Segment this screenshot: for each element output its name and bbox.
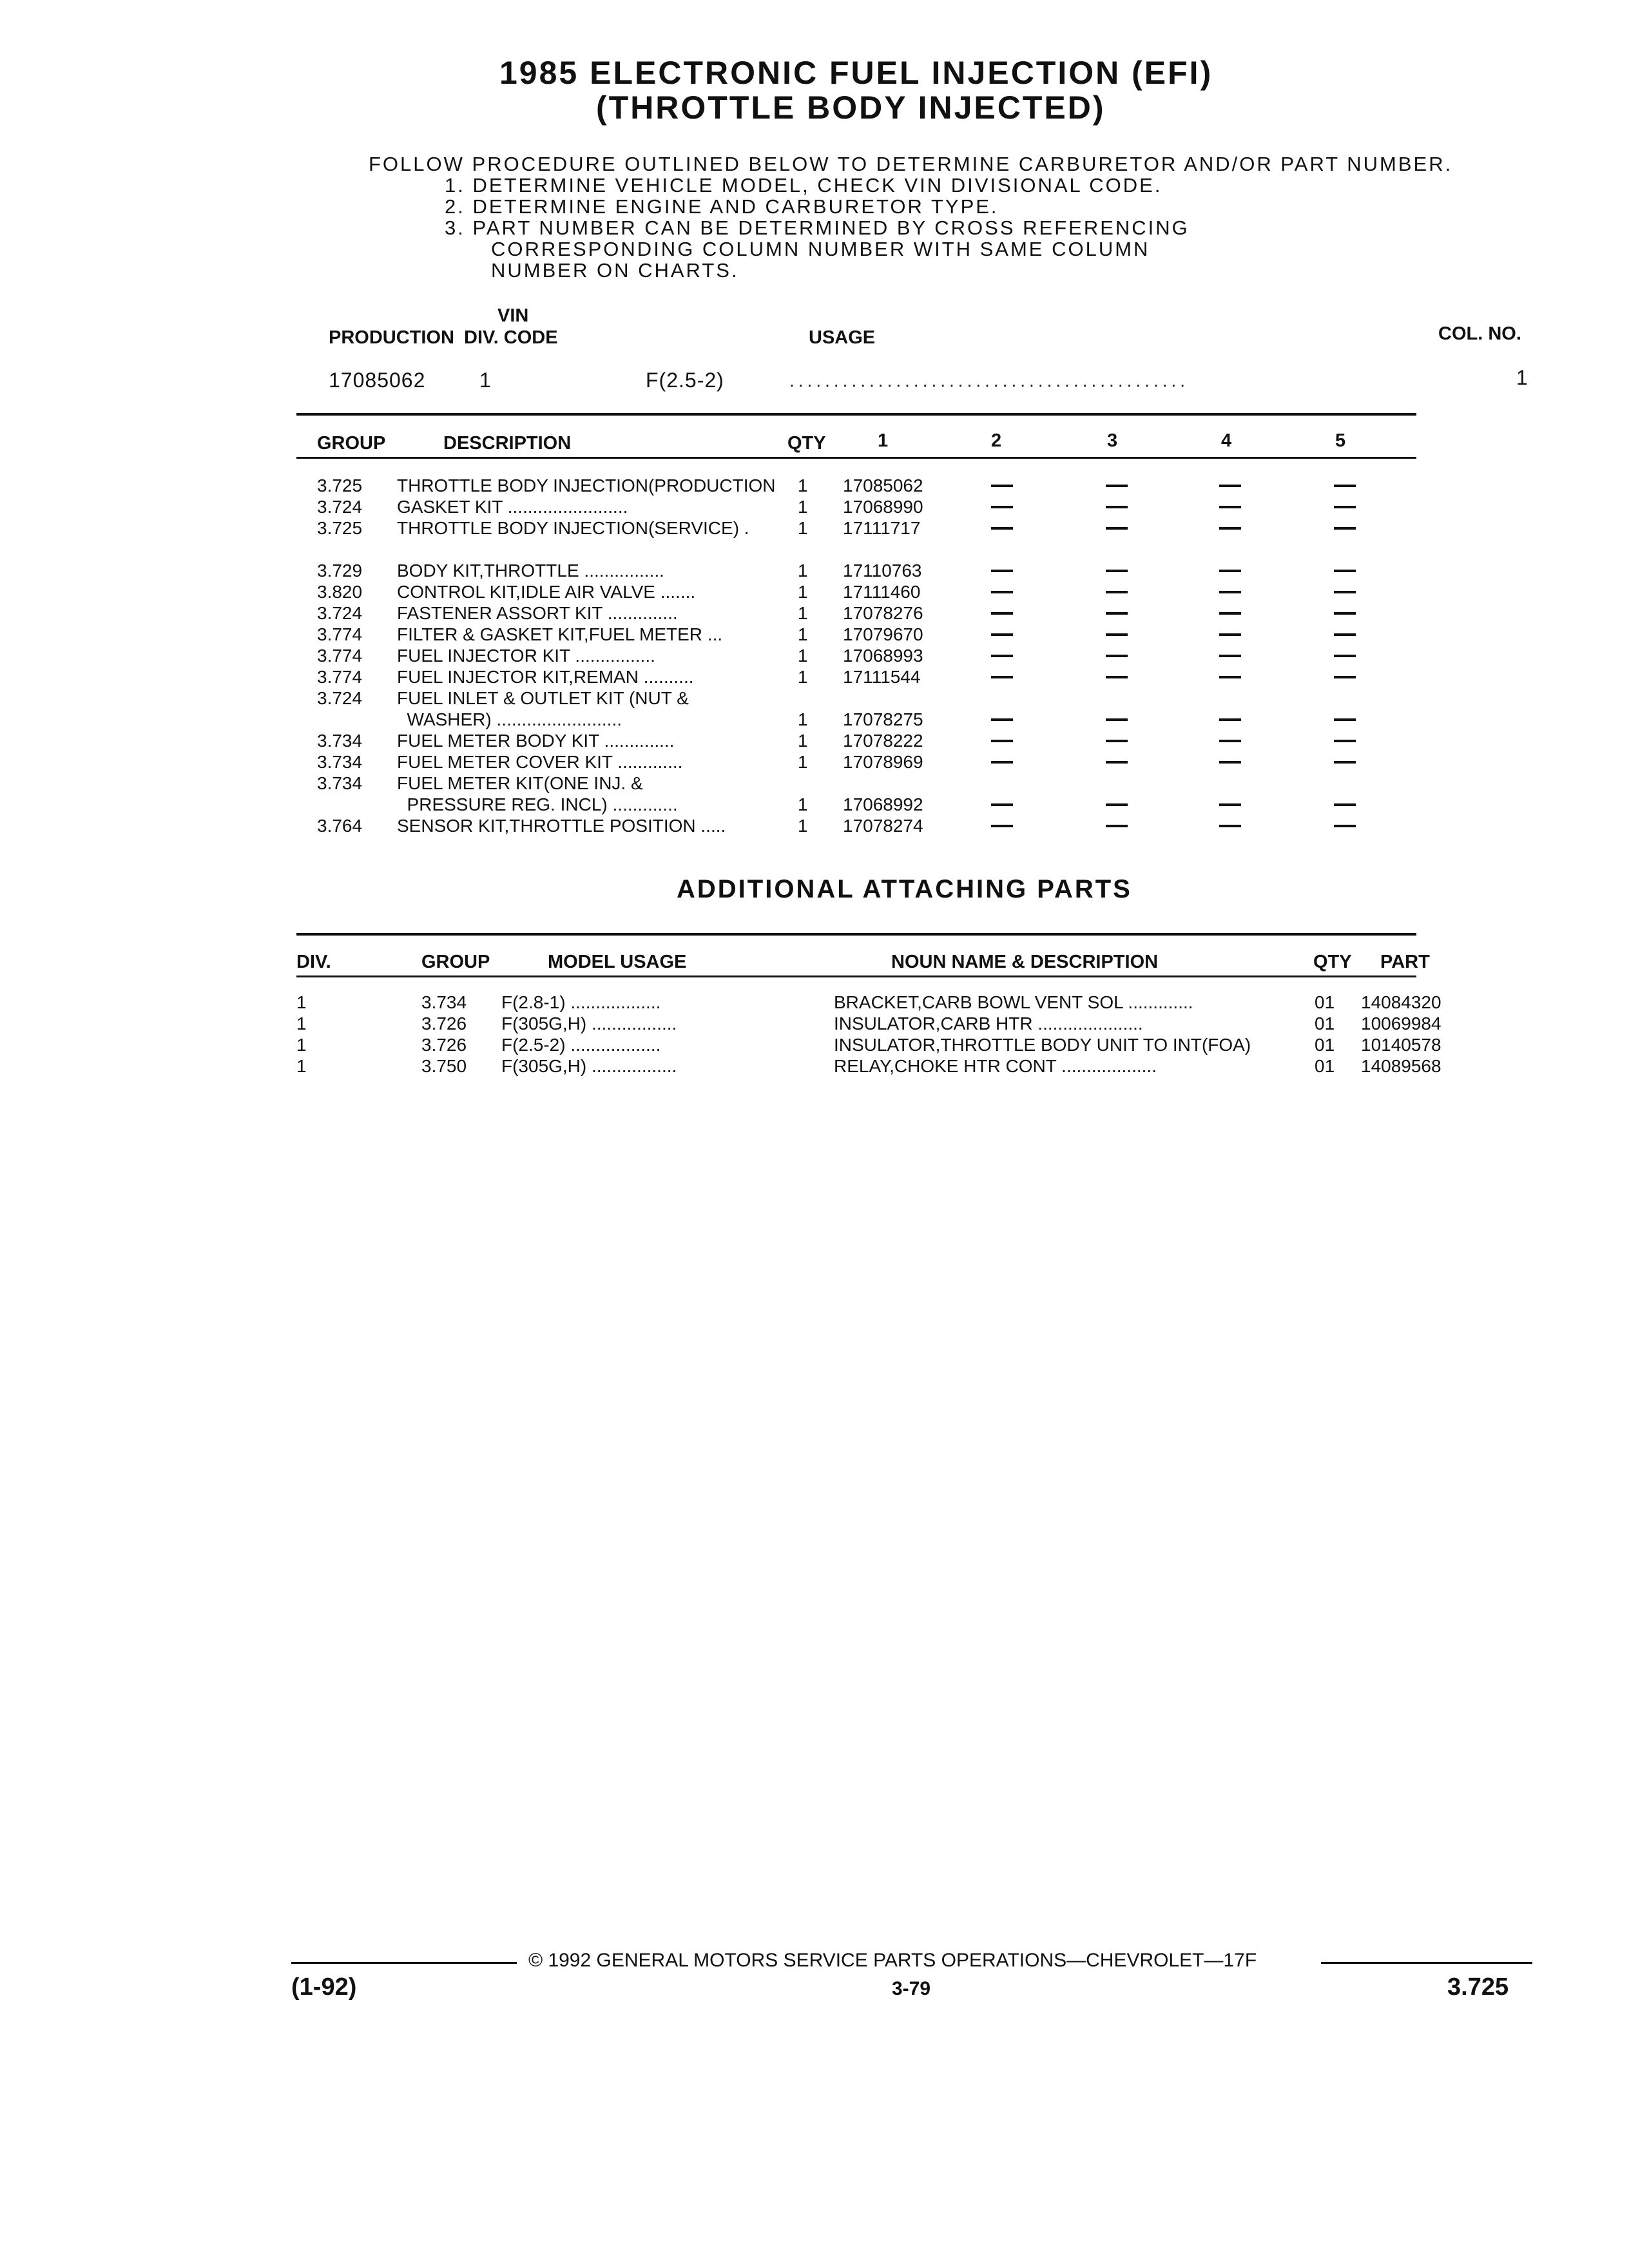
table-row — [0, 794, 1629, 815]
parts-description-cell: FUEL INJECTOR KIT ................ — [397, 646, 655, 666]
parts-group-cell: 3.734 — [317, 752, 363, 772]
not-applicable-dash — [1219, 825, 1241, 827]
not-applicable-dash — [991, 676, 1013, 678]
additional-noun-cell: RELAY,CHOKE HTR CONT ................... — [834, 1056, 1157, 1076]
parts-group-cell: 3.724 — [317, 497, 363, 517]
additional-div-header: DIV. — [296, 952, 331, 972]
parts-description-cell: THROTTLE BODY INJECTION(PRODUCTION — [397, 476, 776, 495]
not-applicable-dash — [1106, 740, 1128, 742]
parts-description-cell: FUEL INLET & OUTLET KIT (NUT & — [397, 688, 689, 708]
parts-qty-cell: 1 — [798, 646, 808, 666]
not-applicable-dash — [1219, 527, 1241, 530]
not-applicable-dash — [1106, 612, 1128, 615]
footer-rule-left — [291, 1962, 517, 1964]
parts-qty-cell: 1 — [798, 709, 808, 729]
column-3-header: 3 — [1107, 430, 1118, 451]
parts-group-cell: 3.820 — [317, 582, 363, 602]
div-code-header: DIV. CODE — [464, 327, 558, 348]
column-5-header: 5 — [1335, 430, 1346, 451]
additional-table-top-rule — [296, 933, 1416, 936]
not-applicable-dash — [1106, 591, 1128, 593]
parts-number-cell: 17068993 — [843, 646, 923, 666]
parts-qty-cell: 1 — [798, 816, 808, 836]
not-applicable-dash — [1219, 740, 1241, 742]
parts-description-cell: FUEL INJECTOR KIT,REMAN .......... — [397, 667, 694, 687]
table-row — [0, 561, 1629, 581]
not-applicable-dash — [991, 612, 1013, 615]
parts-number-cell: 17078275 — [843, 709, 923, 729]
table-row — [0, 476, 1629, 496]
additional-part-cell: 14089568 — [1361, 1056, 1441, 1076]
additional-table-header-rule — [296, 975, 1416, 977]
parts-group-cell: 3.774 — [317, 624, 363, 644]
table-row — [0, 752, 1629, 773]
not-applicable-dash — [991, 570, 1013, 572]
parts-description-cell: BODY KIT,THROTTLE ................ — [397, 561, 664, 581]
parts-number-cell: 17079670 — [843, 624, 923, 644]
table-row — [0, 667, 1629, 687]
not-applicable-dash — [1334, 655, 1356, 657]
additional-div-cell: 1 — [296, 1056, 307, 1076]
col-no-header: COL. NO. — [1438, 323, 1521, 344]
not-applicable-dash — [1106, 803, 1128, 806]
parts-group-cell: 3.724 — [317, 688, 363, 708]
additional-group-cell: 3.726 — [421, 1035, 467, 1055]
procedure-step: CORRESPONDING COLUMN NUMBER WITH SAME COLUMN — [491, 238, 1150, 260]
procedure-step: 2. DETERMINE ENGINE AND CARBURETOR TYPE. — [445, 195, 999, 218]
parts-qty-cell: 1 — [798, 582, 808, 602]
table-row — [0, 773, 1629, 794]
parts-number-cell: 17078222 — [843, 731, 923, 751]
not-applicable-dash — [1219, 803, 1241, 806]
not-applicable-dash — [1106, 761, 1128, 764]
parts-number-cell: 17068990 — [843, 497, 923, 517]
parts-table-top-rule — [296, 413, 1416, 416]
parts-qty-cell: 1 — [798, 752, 808, 772]
not-applicable-dash — [1334, 740, 1356, 742]
table-row — [0, 497, 1629, 517]
additional-group-cell: 3.750 — [421, 1056, 467, 1076]
production-div: 1 — [479, 369, 492, 392]
parts-number-cell: 17110763 — [843, 561, 922, 581]
parts-group-cell: 3.729 — [317, 561, 363, 581]
not-applicable-dash — [991, 718, 1013, 721]
additional-part-cell: 10069984 — [1361, 1014, 1441, 1033]
parts-description-cell: SENSOR KIT,THROTTLE POSITION ..... — [397, 816, 726, 836]
parts-group-cell: 3.774 — [317, 646, 363, 666]
footer-copyright: © 1992 GENERAL MOTORS SERVICE PARTS OPERATIONS—CHEVROLET—17F — [528, 1950, 1257, 1971]
parts-number-cell: 17078276 — [843, 603, 923, 623]
additional-qty-header: QTY — [1313, 952, 1352, 972]
table-row — [0, 518, 1629, 539]
additional-noun-cell: INSULATOR,CARB HTR ..................... — [834, 1014, 1143, 1033]
not-applicable-dash — [1106, 527, 1128, 530]
not-applicable-dash — [991, 506, 1013, 508]
table-row — [0, 992, 1629, 1013]
parts-number-cell: 17111460 — [843, 582, 921, 602]
additional-model-usage-cell: F(305G,H) ................. — [501, 1056, 677, 1076]
procedure-step: 3. PART NUMBER CAN BE DETERMINED BY CROSS REFERENCING — [445, 216, 1190, 239]
parts-description-cell: WASHER) ......................... — [397, 709, 622, 729]
not-applicable-dash — [1334, 485, 1356, 487]
parts-number-cell: 17068992 — [843, 794, 923, 814]
parts-description-cell: FUEL METER COVER KIT ............. — [397, 752, 683, 772]
parts-group-cell: 3.734 — [317, 773, 363, 793]
not-applicable-dash — [1334, 718, 1356, 721]
not-applicable-dash — [1106, 570, 1128, 572]
additional-part-cell: 10140578 — [1361, 1035, 1441, 1055]
parts-description-cell: PRESSURE REG. INCL) ............. — [397, 794, 678, 814]
parts-description-header: DESCRIPTION — [443, 433, 572, 454]
additional-noun-header: NOUN NAME & DESCRIPTION — [891, 952, 1159, 972]
usage-header: USAGE — [809, 327, 876, 348]
not-applicable-dash — [1219, 761, 1241, 764]
footer-section-number: 3.725 — [1447, 1974, 1509, 2001]
parts-qty-cell: 1 — [798, 561, 808, 581]
additional-model-usage-cell: F(2.8-1) .................. — [501, 992, 661, 1012]
additional-qty-cell: 01 — [1315, 1056, 1335, 1076]
production-usage: F(2.5-2) — [646, 369, 724, 392]
procedure-intro: FOLLOW PROCEDURE OUTLINED BELOW TO DETERMINE CARBURETOR AND/OR PART NUMBER. — [369, 153, 1453, 175]
additional-part-cell: 14084320 — [1361, 992, 1441, 1012]
parts-qty-cell: 1 — [798, 497, 808, 517]
additional-group-cell: 3.734 — [421, 992, 467, 1012]
not-applicable-dash — [991, 485, 1013, 487]
not-applicable-dash — [1219, 591, 1241, 593]
not-applicable-dash — [1334, 506, 1356, 508]
table-row — [0, 709, 1629, 730]
not-applicable-dash — [1219, 570, 1241, 572]
parts-qty-cell: 1 — [798, 731, 808, 751]
parts-group-cell: 3.725 — [317, 476, 363, 495]
parts-number-cell: 17078969 — [843, 752, 923, 772]
parts-qty-cell: 1 — [798, 476, 808, 495]
table-row — [0, 1035, 1629, 1055]
parts-qty-cell: 1 — [798, 667, 808, 687]
not-applicable-dash — [1106, 655, 1128, 657]
additional-group-header: GROUP — [421, 952, 490, 972]
additional-model-usage-header: MODEL USAGE — [548, 952, 687, 972]
procedure-step: NUMBER ON CHARTS. — [491, 259, 739, 282]
not-applicable-dash — [1106, 718, 1128, 721]
not-applicable-dash — [1219, 485, 1241, 487]
table-row — [0, 603, 1629, 624]
not-applicable-dash — [1334, 633, 1356, 636]
parts-group-header: GROUP — [317, 433, 386, 454]
not-applicable-dash — [1334, 761, 1356, 764]
additional-part-header: PART — [1380, 952, 1430, 972]
column-2-header: 2 — [991, 430, 1002, 451]
procedure-step: 1. DETERMINE VEHICLE MODEL, CHECK VIN DIVISIONAL CODE. — [445, 174, 1162, 197]
page-title-line-2: (THROTTLE BODY INJECTED) — [596, 90, 1106, 126]
parts-number-cell: 17111544 — [843, 667, 921, 687]
not-applicable-dash — [991, 825, 1013, 827]
not-applicable-dash — [1334, 612, 1356, 615]
table-row — [0, 816, 1629, 836]
table-row — [0, 1056, 1629, 1077]
not-applicable-dash — [1219, 506, 1241, 508]
parts-description-cell: THROTTLE BODY INJECTION(SERVICE) . — [397, 518, 749, 538]
parts-number-cell: 17085062 — [843, 476, 923, 495]
not-applicable-dash — [1334, 570, 1356, 572]
table-row — [0, 731, 1629, 751]
additional-group-cell: 3.726 — [421, 1014, 467, 1033]
not-applicable-dash — [1219, 633, 1241, 636]
not-applicable-dash — [1334, 527, 1356, 530]
not-applicable-dash — [991, 803, 1013, 806]
not-applicable-dash — [1219, 676, 1241, 678]
parts-group-cell: 3.725 — [317, 518, 363, 538]
page-title-line-1: 1985 ELECTRONIC FUEL INJECTION (EFI) — [499, 55, 1213, 91]
footer-rule-right — [1321, 1962, 1532, 1964]
parts-description-cell: FUEL METER BODY KIT .............. — [397, 731, 675, 751]
parts-qty-header: QTY — [787, 433, 826, 454]
table-row — [0, 1014, 1629, 1034]
not-applicable-dash — [1106, 485, 1128, 487]
parts-qty-cell: 1 — [798, 794, 808, 814]
vin-header: VIN — [497, 305, 529, 326]
parts-description-cell: GASKET KIT ........................ — [397, 497, 628, 517]
not-applicable-dash — [1334, 803, 1356, 806]
parts-description-cell: FASTENER ASSORT KIT .............. — [397, 603, 678, 623]
additional-qty-cell: 01 — [1315, 992, 1335, 1012]
not-applicable-dash — [1106, 633, 1128, 636]
footer-page-number: 3-79 — [892, 1978, 931, 1999]
not-applicable-dash — [991, 527, 1013, 530]
not-applicable-dash — [1219, 655, 1241, 657]
parts-group-cell: 3.774 — [317, 667, 363, 687]
not-applicable-dash — [1106, 825, 1128, 827]
not-applicable-dash — [1106, 506, 1128, 508]
footer-revision-date: (1-92) — [291, 1974, 357, 2001]
parts-description-cell: FILTER & GASKET KIT,FUEL METER ... — [397, 624, 723, 644]
additional-parts-heading: ADDITIONAL ATTACHING PARTS — [677, 875, 1132, 903]
parts-group-cell: 3.734 — [317, 731, 363, 751]
additional-model-usage-cell: F(305G,H) ................. — [501, 1014, 677, 1033]
additional-noun-cell: BRACKET,CARB BOWL VENT SOL ............. — [834, 992, 1193, 1012]
column-1-header: 1 — [878, 430, 889, 451]
parts-description-cell: FUEL METER KIT(ONE INJ. & — [397, 773, 643, 793]
not-applicable-dash — [1334, 825, 1356, 827]
additional-div-cell: 1 — [296, 992, 307, 1012]
not-applicable-dash — [1106, 676, 1128, 678]
parts-number-cell: 17111717 — [843, 518, 921, 538]
table-row — [0, 582, 1629, 602]
parts-group-cell: 3.724 — [317, 603, 363, 623]
parts-qty-cell: 1 — [798, 624, 808, 644]
parts-number-cell: 17078274 — [843, 816, 923, 836]
not-applicable-dash — [991, 761, 1013, 764]
parts-table-header-rule — [296, 457, 1416, 459]
additional-qty-cell: 01 — [1315, 1014, 1335, 1033]
not-applicable-dash — [1334, 591, 1356, 593]
table-row — [0, 646, 1629, 666]
column-4-header: 4 — [1221, 430, 1232, 451]
parts-description-cell: CONTROL KIT,IDLE AIR VALVE ....... — [397, 582, 696, 602]
not-applicable-dash — [1219, 612, 1241, 615]
not-applicable-dash — [1219, 718, 1241, 721]
not-applicable-dash — [1334, 676, 1356, 678]
additional-noun-cell: INSULATOR,THROTTLE BODY UNIT TO INT(FOA) — [834, 1035, 1251, 1055]
additional-model-usage-cell: F(2.5-2) .................. — [501, 1035, 661, 1055]
production-number: 17085062 — [329, 369, 426, 392]
production-leader: ............................................. — [789, 370, 1190, 390]
additional-qty-cell: 01 — [1315, 1035, 1335, 1055]
not-applicable-dash — [991, 740, 1013, 742]
table-row — [0, 624, 1629, 645]
not-applicable-dash — [991, 591, 1013, 593]
parts-qty-cell: 1 — [798, 603, 808, 623]
additional-div-cell: 1 — [296, 1014, 307, 1033]
parts-qty-cell: 1 — [798, 518, 808, 538]
additional-div-cell: 1 — [296, 1035, 307, 1055]
table-row — [0, 688, 1629, 709]
parts-group-cell: 3.764 — [317, 816, 363, 836]
production-header: PRODUCTION — [329, 327, 454, 348]
not-applicable-dash — [991, 633, 1013, 636]
production-col: 1 — [1516, 366, 1528, 389]
not-applicable-dash — [991, 655, 1013, 657]
